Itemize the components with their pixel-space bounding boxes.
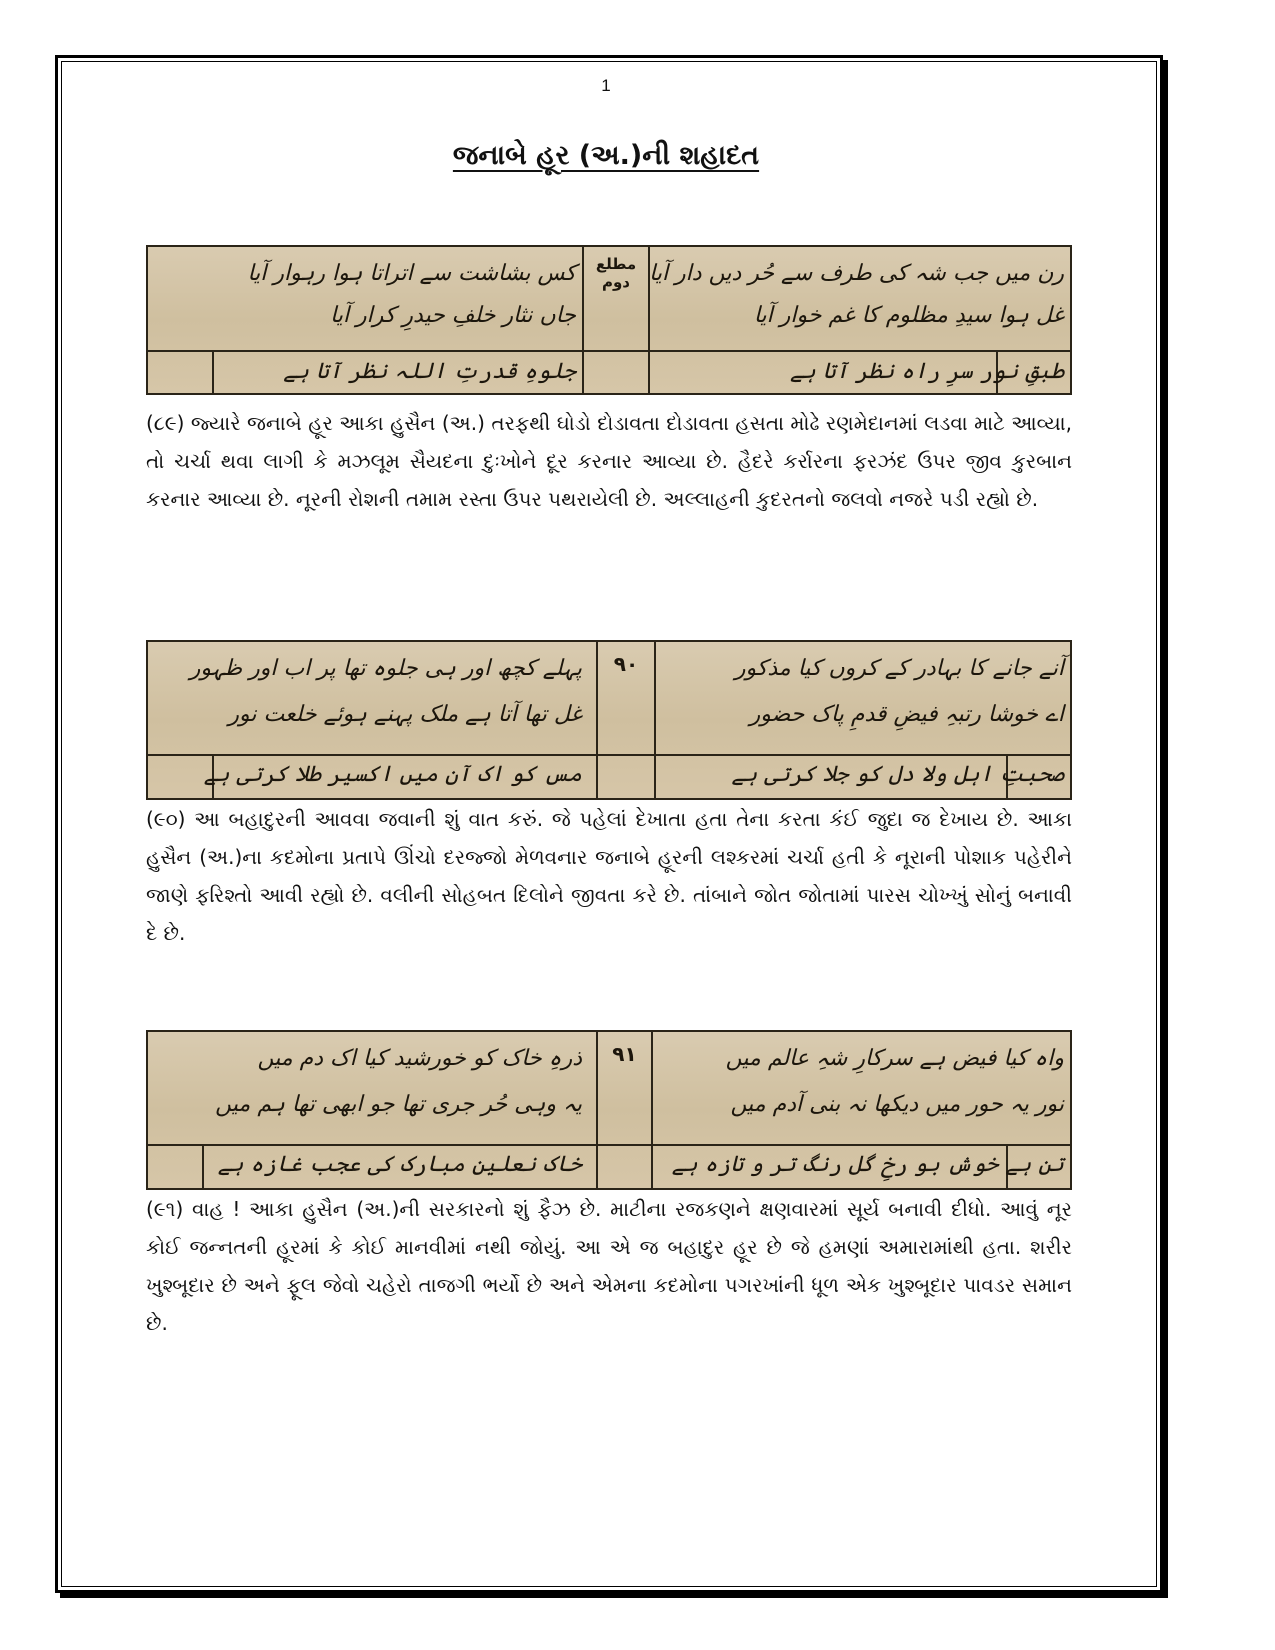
verse-image-90: [146, 640, 1072, 800]
verse-line: جاں نثار خلفِ حیدرِ کرار آیا: [330, 303, 576, 328]
verse-line: مس کو اک آن میں اکسیر طلا کرتی ہے: [203, 762, 582, 787]
page-number: 1: [601, 76, 611, 95]
verse-line: نور یہ حور میں دیکھا نہ بنی آدم میں: [730, 1092, 1064, 1117]
verse-marker: ۹۱: [612, 1042, 637, 1066]
paragraph-89: (૮૯) જ્યારે જનાબે હૂર આકા હુસૈન (અ.) તરફથી ઘોડો દોડાવતા દોડાવતા હસતા મોઢે રણમેદાનમાં લડવા માટે આવ્યા, તો ચર્ચા થવા લાગી કે મઝલૂમ સૈયદના દુઃખોને દૂર કરનાર આવ્યા છે. હૈદરે કર્રારના ફરઝંદ ઉપર જીવ કુરબાન કરનાર આવ્યા છે. નૂરની રોશની તમામ રસ્તા ઉપર પથરાયેલી છે. અલ્લાહની કુદરતનો જલવો નજરે પડી રહ્યો છે.: [146, 411, 1072, 511]
verse-line: جلوہِ قدرتِ اللہ نظر آتا ہے: [283, 359, 576, 384]
verse-line: یہ وہی حُر جری تھا جو ابھی تھا ہم میں: [215, 1092, 582, 1117]
verse-image-89: [146, 245, 1072, 395]
verse-line: طبقِ نور سرِ راہ نظر آتا ہے: [790, 359, 1064, 384]
verse-line: واہ کیا فیض ہے سرکارِ شہِ عالم میں: [725, 1046, 1064, 1071]
page-title: જનાબે હૂર (અ.)ની શહાદત: [452, 140, 760, 171]
verse-line: رن میں جب شہ کی طرف سے حُر دیں دار آیا: [649, 261, 1064, 286]
verse-marker: مطلع دوم: [595, 255, 637, 291]
verse-line: ذرہِ خاک کو خورشید کیا اک دم میں: [257, 1046, 582, 1071]
verse-line: غل ہوا سیدِ مظلوم کا غم خوار آیا: [753, 303, 1064, 328]
verse-line: کس بشاشت سے اتراتا ہوا رہوار آیا: [247, 261, 576, 286]
verse-marker: ۹۰: [613, 652, 639, 676]
verse-image-91: [146, 1030, 1072, 1190]
verse-line: اے خوشا رتبہِ فیضِ قدمِ پاک حضور: [749, 702, 1064, 727]
paragraph-91: (૯૧) વાહ ! આકા હુસૈન (અ.)ની સરકારનો શું ફૈઝ છે. માટીના રજકણને ક્ષણવારમાં સૂર્ય બનાવી દીધો. આવું નૂર કોઈ જન્નતની હૂરમાં કે કોઈ માનવીમાં નથી જોયું. આ એ જ બહાદુર હૂર છે જે હમણાં અમારામાંથી હતા. શરીર ખુશ્બૂદાર છે અને ફૂલ જેવો ચહેરો તાજગી ભર્યો છે અને એમના કદમોના પગરખાંની ધૂળ એક ખુશ્બૂદાર પાવડર સમાન છે.: [146, 1197, 1072, 1335]
verse-line: آنے جانے کا بہادر کے کروں کیا مذکور: [734, 656, 1064, 681]
verse-line: پہلے کچھ اور ہی جلوہ تھا پر اب اور ظہور: [189, 656, 582, 681]
paragraph-90: (૯૦) આ બહાદુરની આવવા જવાની શું વાત કરું. જે પહેલાં દેખાતા હતા તેના કરતા કંઈ જુદા જ દેખાય છે. આકા હુસૈન (અ.)ના કદમોના પ્રતાપે ઊંચો દરજ્જો મેળવનાર જનાબે હૂરની લશ્કરમાં ચર્ચા હતી કે નૂરાની પોશાક પહેરીને જાણે ફરિશ્તો આવી રહ્યો છે. વલીની સોહબત દિલોને જીવતા કરે છે. તાંબાને જોત જોતામાં પારસ ચોખ્ખું સોનું બનાવી દે છે.: [146, 807, 1072, 945]
verse-line: تن ہے خوش بو رخِ گل رنگ تر و تازہ ہے: [671, 1152, 1064, 1177]
verse-line: غل تھا آتا ہے ملک پہنے ہوئے خلعت نور: [228, 702, 582, 727]
verse-line: صحبتِ اہل ولا دل کو جلا کرتی ہے: [731, 762, 1064, 787]
verse-line: خاک نعلین مبارک کی عجب غازہ ہے: [217, 1152, 582, 1177]
